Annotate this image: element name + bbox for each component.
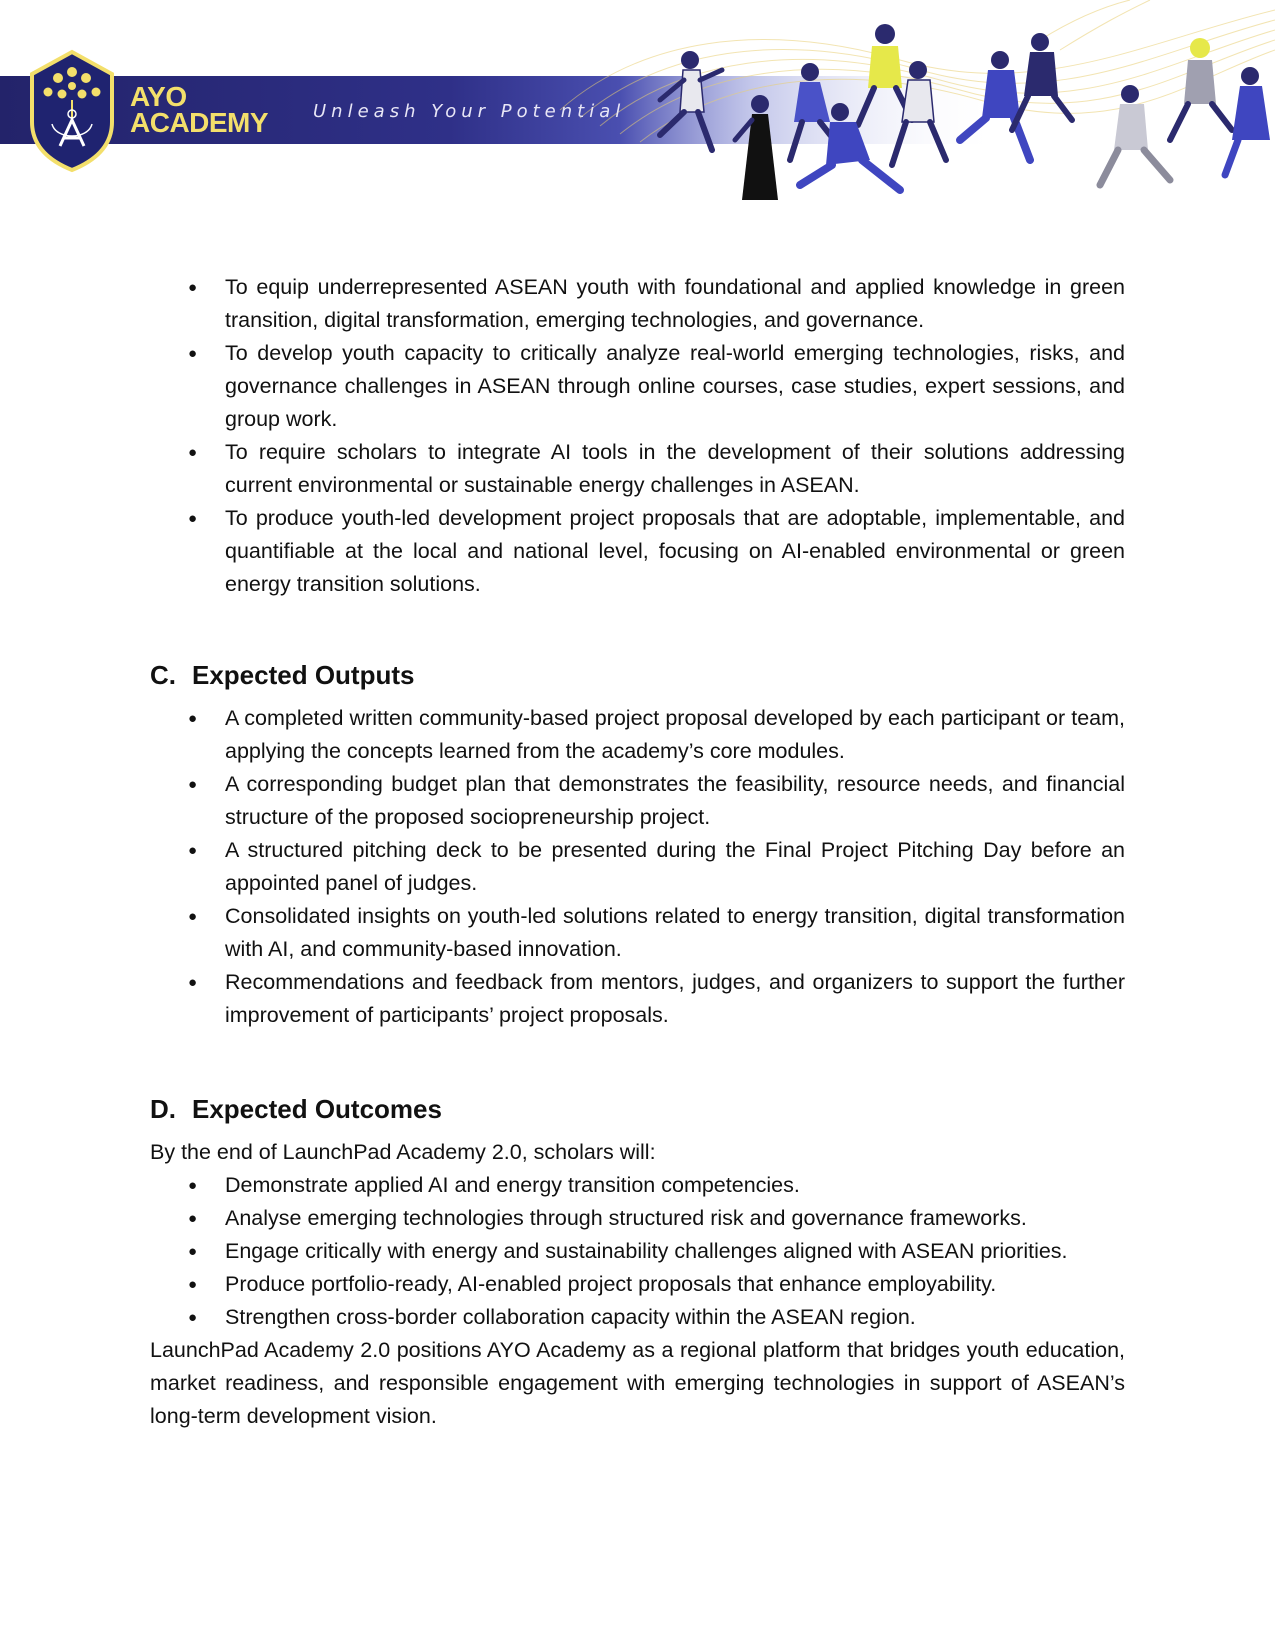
section-d-heading <box>150 1092 1125 1126</box>
shield-logo-icon <box>32 52 112 170</box>
list-item: ● To produce youth-led development project proposals that are adoptable, implementable, and quantifiable at the local and national level, focusing on AI-enabled environmental or green energy transition solutions. <box>150 502 1125 601</box>
list-item: ● Strengthen cross-border collaboration capacity within the ASEAN region. <box>150 1301 1125 1334</box>
objectives-list <box>150 271 1125 601</box>
list-item: ● Consolidated insights on youth-led solutions related to energy transition, digital transformation with AI, and community-based innovation. <box>150 900 1125 966</box>
section-c-title: Expected Outputs <box>192 660 415 690</box>
section-c-heading <box>150 658 1125 692</box>
list-item: ● Engage critically with energy and sustainability challenges aligned with ASEAN priorities. <box>150 1235 1125 1268</box>
section-c-letter: C. <box>150 660 176 690</box>
runner-9 <box>1100 85 1170 185</box>
list-item: ● A completed written community-based project proposal developed by each participant or team, applying the concepts learned from the academy’s core modules. <box>150 702 1125 768</box>
logo-line-2: ACADEMY <box>130 107 269 138</box>
logo-line-1: AYO <box>130 81 187 112</box>
list-item: ● To develop youth capacity to critically analyze real-world emerging technologies, risks, and governance challenges in ASEAN through online courses, case studies, expert sessions, and group work. <box>150 337 1125 436</box>
list-item: ● Produce portfolio-ready, AI-enabled project proposals that enhance employability. <box>150 1268 1125 1301</box>
tagline: Unleash Your Potential <box>313 101 626 122</box>
outcomes-intro: By the end of LaunchPad Academy 2.0, scholars will: <box>150 1140 656 1164</box>
list-item: ● A structured pitching deck to be presented during the Final Project Pitching Day before an appointed panel of judges. <box>150 834 1125 900</box>
list-item: ● A corresponding budget plan that demonstrates the feasibility, resource needs, and financial structure of the proposed sociopreneurship project. <box>150 768 1125 834</box>
list-item: ● Demonstrate applied AI and energy transition competencies. <box>150 1169 1125 1202</box>
page-header <box>0 0 1275 215</box>
list-item: ● To require scholars to integrate AI tools in the development of their solutions addressing current environmental or sustainable energy challenges in ASEAN. <box>150 436 1125 502</box>
list-item: ● Recommendations and feedback from mentors, judges, and organizers to support the further improvement of participants’ project proposals. <box>150 966 1125 1032</box>
section-d-letter: D. <box>150 1094 176 1124</box>
section-d-title: Expected Outcomes <box>192 1094 442 1124</box>
expected-outputs-list <box>150 702 1125 1032</box>
list-item: ● Analyse emerging technologies through structured risk and governance frameworks. <box>150 1202 1125 1235</box>
logo-wordmark <box>130 81 269 138</box>
runner-10 <box>1170 38 1232 140</box>
runner-11 <box>1225 67 1270 175</box>
closing-paragraph: LaunchPad Academy 2.0 positions AYO Academy as a regional platform that bridges youth education, market readiness, and responsible engagement with emerging technologies in support of ASEAN’s long-term development vision. <box>150 1338 1125 1428</box>
expected-outcomes-list <box>150 1169 1125 1334</box>
list-item: ● To equip underrepresented ASEAN youth with foundational and applied knowledge in green transition, digital transformation, emerging technologies, and governance. <box>150 271 1125 337</box>
document-body <box>150 271 1125 1433</box>
